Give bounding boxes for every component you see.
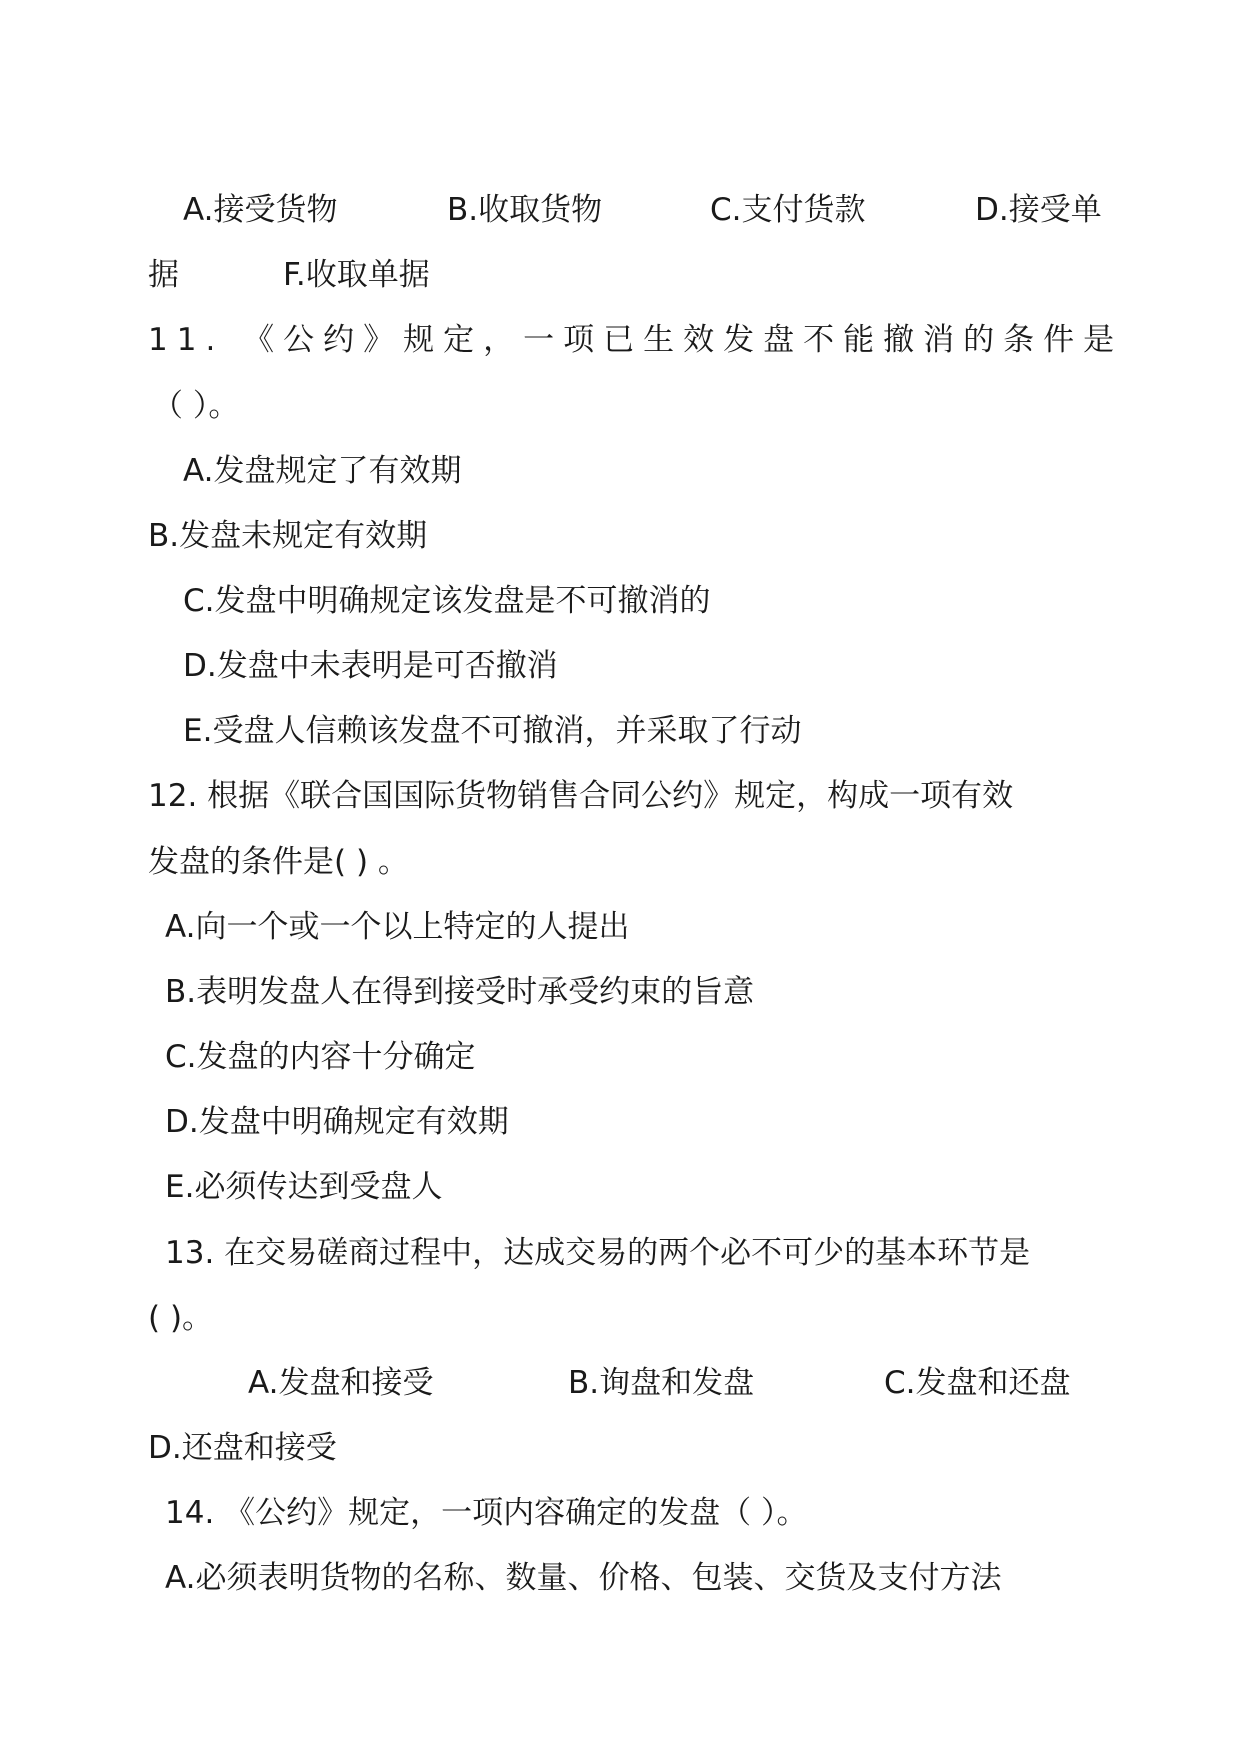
q12-option-b: B.表明发盘人在得到接受时承受约束的旨意 (165, 974, 755, 1010)
q11-option-a: A.发盘规定了有效期 (183, 453, 462, 489)
q10-option-b: B.收取货物 (447, 192, 603, 228)
q11-option-d: D.发盘中未表明是可否撤消 (183, 648, 558, 684)
q10-option-a: A.接受货物 (183, 192, 338, 228)
q13-stem-blank: ( )。 (148, 1300, 214, 1336)
q12-stem: 12. 根据《联合国国际货物销售合同公约》规定，构成一项有效 (148, 778, 1014, 814)
q13-option-a: A.发盘和接受 (248, 1365, 434, 1401)
q10-option-f: F.收取单据 (283, 257, 430, 293)
q10-option-d-continued: 据 (148, 257, 179, 293)
q14-option-a: A.必须表明货物的名称、数量、价格、包装、交货及支付方法 (165, 1560, 1002, 1596)
q13-option-b: B.询盘和发盘 (568, 1365, 755, 1401)
q13-options-row-1 (0, 1363, 1241, 1403)
q14-stem: 14. 《公约》规定，一项内容确定的发盘（ ）。 (165, 1495, 808, 1531)
q12-option-c: C.发盘的内容十分确定 (165, 1039, 476, 1075)
q13-stem: 13. 在交易磋商过程中，达成交易的两个必不可少的基本环节是 (165, 1235, 1031, 1271)
q11-option-c: C.发盘中明确规定该发盘是不可撤消的 (183, 583, 711, 619)
q13-option-c: C.发盘和还盘 (884, 1365, 1071, 1401)
q10-options-row-1 (0, 190, 1241, 230)
q10-option-c: C.支付货款 (710, 192, 866, 228)
q11-option-b: B.发盘未规定有效期 (148, 518, 428, 554)
q11-option-e: E.受盘人信赖该发盘不可撤消，并采取了行动 (183, 713, 802, 749)
q12-option-a: A.向一个或一个以上特定的人提出 (165, 909, 630, 945)
q12-option-d: D.发盘中明确规定有效期 (165, 1104, 509, 1140)
q11-stem: 11. 《公约》规定，一项已生效发盘不能撤消的条件是 (148, 322, 1124, 358)
q13-option-d: D.还盘和接受 (148, 1430, 337, 1466)
q10-option-d: D.接受单 (975, 192, 1102, 228)
q12-option-e: E.必须传达到受盘人 (165, 1169, 443, 1205)
q10-options-row-2 (0, 255, 1241, 295)
q12-stem-continued: 发盘的条件是( ) 。 (148, 844, 409, 880)
q11-stem-blank: （ ）。 (152, 388, 240, 424)
